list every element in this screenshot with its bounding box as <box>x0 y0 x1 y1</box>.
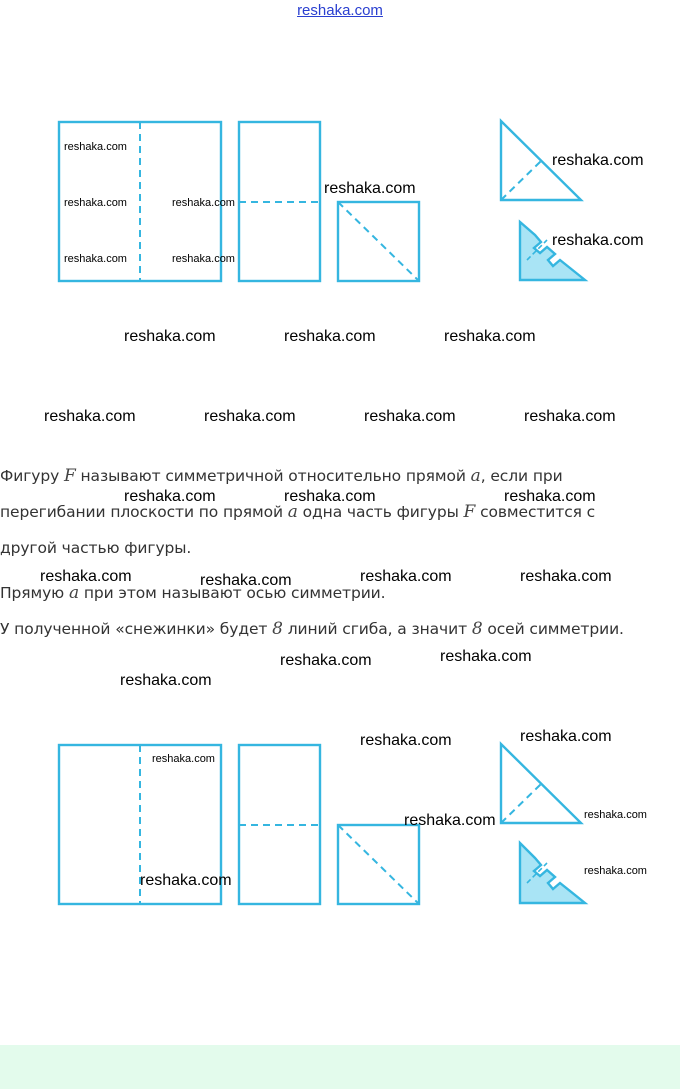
fold-line-triangle <box>501 784 541 823</box>
watermark: reshaka.com <box>124 328 216 345</box>
watermark: reshaka.com <box>524 408 616 425</box>
watermark: reshaka.com <box>324 180 416 197</box>
folding-figure-top <box>0 110 680 295</box>
watermark: reshaka.com <box>124 488 216 505</box>
watermark: reshaka.com <box>440 648 532 665</box>
watermark: reshaka.com <box>40 568 132 585</box>
watermark: reshaka.com <box>552 152 644 169</box>
watermark: reshaka.com <box>520 568 612 585</box>
triangle-cut <box>520 843 585 903</box>
watermark: reshaka.com <box>204 408 296 425</box>
watermark: reshaka.com <box>284 328 376 345</box>
watermark: reshaka.com <box>504 488 596 505</box>
watermark: reshaka.com <box>360 568 452 585</box>
watermark: reshaka.com <box>364 408 456 425</box>
fold-line-triangle <box>501 161 541 200</box>
var-a: a <box>470 466 481 486</box>
watermark: reshaka.com <box>404 812 496 829</box>
watermark: reshaka.com <box>64 253 127 265</box>
fold-line-diagonal <box>338 825 419 904</box>
folding-figure-bottom <box>0 733 680 918</box>
watermark: reshaka.com <box>584 865 647 877</box>
watermark: reshaka.com <box>64 197 127 209</box>
watermark: reshaka.com <box>44 408 136 425</box>
paragraph-definition-line3: другой частью фигуры. <box>0 539 192 557</box>
watermark: reshaka.com <box>120 672 212 689</box>
watermark: reshaka.com <box>140 872 232 889</box>
var-f: F <box>63 466 76 486</box>
site-link[interactable]: reshaka.com <box>297 2 383 19</box>
watermark: reshaka.com <box>360 732 452 749</box>
paragraph-definition-line1: Фигуру F называют симметричной относительно прямой a, если при <box>0 466 563 486</box>
paragraph-snowflake: У полученной «снежинки» будет 8 линий сгиба, а значит 8 осей симметрии. <box>0 619 624 639</box>
watermark: reshaka.com <box>64 141 127 153</box>
paragraph-axis: Прямую a при этом называют осью симметрии. <box>0 583 386 603</box>
watermark: reshaka.com <box>172 197 235 209</box>
watermark: reshaka.com <box>284 488 376 505</box>
triangle-cut <box>520 222 585 280</box>
watermark: reshaka.com <box>280 652 372 669</box>
watermark: reshaka.com <box>152 753 215 765</box>
watermark: reshaka.com <box>444 328 536 345</box>
watermark: reshaka.com <box>584 809 647 821</box>
paragraph-definition-line2: перегибании плоскости по прямой a одна часть фигуры F совместится с <box>0 502 596 522</box>
footer-band <box>0 1045 680 1089</box>
watermark: reshaka.com <box>200 572 292 589</box>
fold-line-diagonal <box>338 202 419 281</box>
watermark: reshaka.com <box>552 232 644 249</box>
watermark: reshaka.com <box>172 253 235 265</box>
watermark: reshaka.com <box>520 728 612 745</box>
